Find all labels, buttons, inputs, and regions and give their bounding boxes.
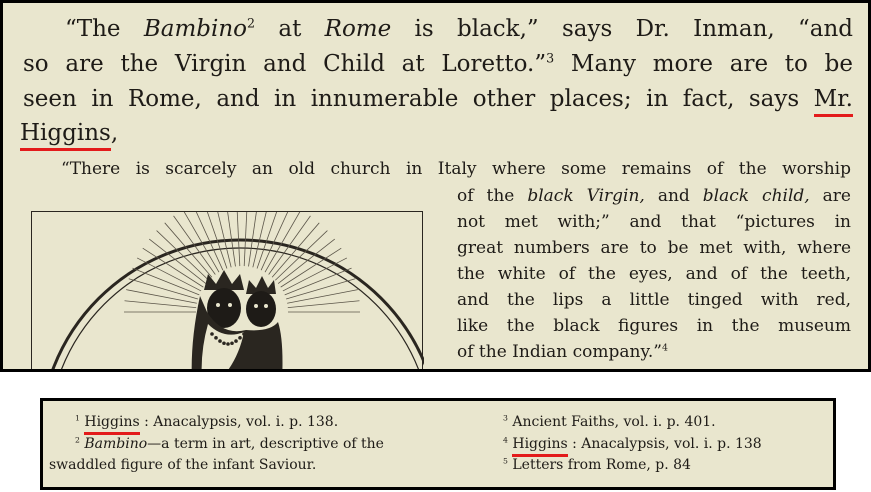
quote-line-2: of the black Virgin, and black child, are [457,186,851,206]
black-madonna-engraving [31,211,423,372]
quote-line-3: not met with;” and that “pictures in [457,212,851,232]
footnote-ref-3: 3 [546,50,555,66]
footnote-2: $^2$ Bambino—a term in art, descriptive of the [75,435,384,452]
quote-line-7: like the black figures in the museum [457,316,851,336]
rome-italic: Rome [324,16,392,42]
footnote-ref-2: 2 [247,15,256,31]
footnote-1: $^1$ Higgins : Anacalypsis, vol. i. p. 138. [75,415,338,429]
quote-line-1: “There is scarcely an old church in Italy where some remains of the worship [61,159,851,179]
footnote-2-continued: swaddled figure of the infant Saviour. [49,457,317,473]
footnote-3: $^3$ Ancient Faiths, vol. i. p. 401. [503,413,716,430]
underlined-higgins-footnote-4: Higgins [512,436,567,457]
quote-line-6: and the lips a little tinged with red, [457,290,851,310]
underlined-higgins: Higgins [20,120,111,151]
footnote-ref-4: 4 [661,342,668,354]
text-line-2: so are the Virgin and Child at Loretto.”$^3$ Many more are to be [23,50,853,77]
footnote-5: $^5$ Letters from Rome, p. 84 [503,456,691,473]
engraving-illustration [32,212,424,372]
quote-line-4: great numbers are to be met with, where [457,238,851,258]
footnote-4: $^4$ Higgins : Anacalypsis, vol. i. p. 138 [503,437,762,451]
underlined-mr: Mr. [814,86,853,117]
underlined-higgins-footnote-1: Higgins [84,414,139,435]
text-line-4: Higgins, [20,122,118,145]
bambino-term: Bambino [143,16,248,42]
quote-line-8: of the Indian company.”$^4$ [457,342,668,362]
text-line-3: seen in Rome, and in innumerable other places; in fact, says Mr. [23,88,853,111]
quote-line-5: the white of the eyes, and of the teeth, [457,264,851,284]
text-line-1: “The Bambino$^2$ at Rome is black,” says Dr. Inman, “and [65,15,854,42]
footnotes-section [40,398,836,490]
